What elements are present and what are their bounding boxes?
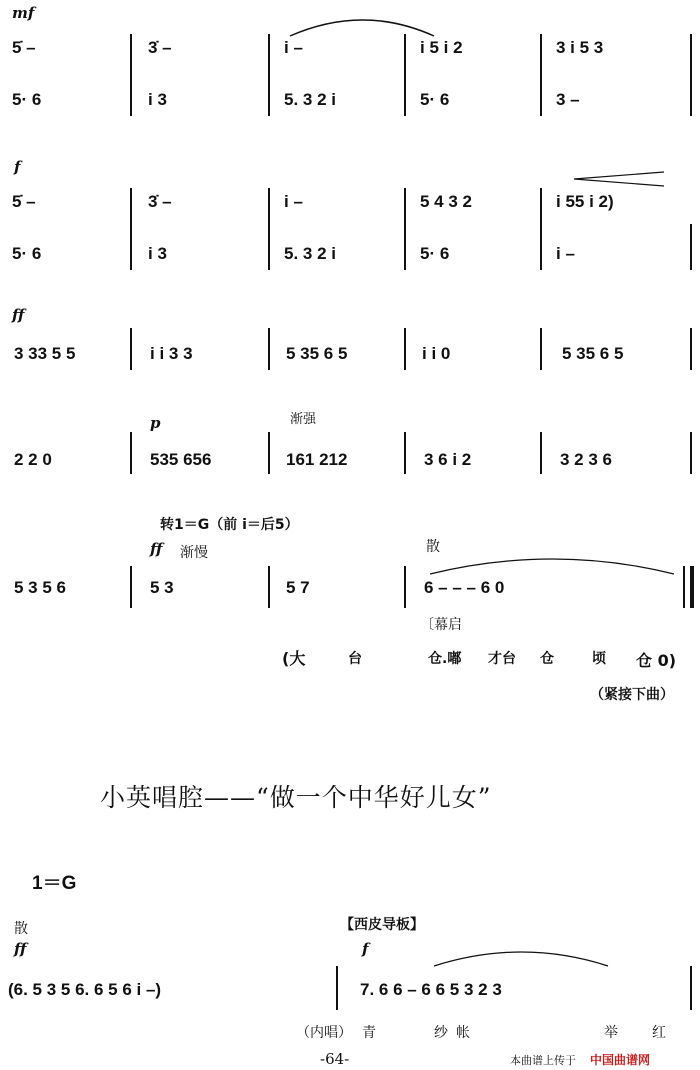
- measure: 5 3: [150, 578, 174, 597]
- dynamic-p: p: [150, 414, 161, 432]
- measure: 3 2 3 6: [560, 450, 612, 469]
- dynamic-f: f: [14, 158, 21, 176]
- dynamic-f: f: [362, 940, 369, 958]
- banshi-marking: 【西皮导板】: [340, 917, 424, 933]
- key-signature: 1＝G: [32, 873, 77, 894]
- measure: i 3: [148, 90, 167, 109]
- measure: 2 2 0: [14, 450, 52, 469]
- lyric: 青: [362, 1025, 376, 1041]
- dynamic-ff: ff: [12, 306, 25, 324]
- footer-text: 本曲谱上传于: [510, 1054, 576, 1067]
- tempo-marking: 渐慢: [180, 545, 208, 561]
- measure: i –: [284, 38, 303, 57]
- melody-phrase: 7. 6 6 – 6 6 5 3 2 3: [360, 980, 502, 999]
- dynamic-mf: mf: [12, 4, 35, 22]
- measure: 3̇ –: [148, 192, 172, 211]
- measure: 5· 6: [12, 244, 42, 263]
- tempo-marking: 渐强: [290, 412, 317, 427]
- measure: i i 3 3: [150, 344, 193, 363]
- modulation-marking: 转1＝G（前 i＝后5）: [160, 517, 299, 533]
- measure: 3̇ –: [148, 38, 172, 57]
- measure: 5 3 5 6: [14, 578, 66, 597]
- continuation-note: （紧接下曲）: [590, 687, 674, 703]
- intro-phrase: (6. 5 3 5 6. 6 5 6 i –): [8, 980, 162, 999]
- measure: 5 35 6 5: [562, 344, 624, 363]
- free-tempo-marking: 散: [14, 921, 28, 937]
- page-number: -64-: [320, 1050, 350, 1068]
- measure: i i 0: [422, 344, 451, 363]
- measure: i 5 i 2: [420, 38, 463, 57]
- measure: 5. 3 2 i: [284, 244, 336, 263]
- measure: 3 i 5 3: [556, 38, 604, 57]
- lyrics-prefix: （内唱）: [296, 1025, 352, 1041]
- percussion-word: 仓 0): [636, 651, 677, 670]
- site-logo[interactable]: 中国曲谱网: [590, 1053, 651, 1067]
- lyric: 举: [604, 1025, 618, 1041]
- measure: 5· 6: [420, 90, 450, 109]
- percussion-word: 仓.嘟: [428, 651, 462, 667]
- measure: 5· 6: [12, 90, 42, 109]
- measure: i –: [284, 192, 303, 211]
- stage-cue: 〔幕启: [420, 617, 462, 633]
- measure: 5· 6: [420, 244, 450, 263]
- slur: [428, 552, 678, 576]
- percussion-word: (大: [282, 649, 306, 668]
- measure: 161 212: [286, 450, 348, 469]
- measure: 5 35 6 5: [286, 344, 348, 363]
- percussion-word: 台: [348, 651, 362, 667]
- dynamic-ff: ff: [150, 540, 163, 558]
- crescendo-hairpin: [572, 170, 667, 188]
- lyric: 红: [652, 1025, 666, 1041]
- measure: 5̇ –: [12, 38, 36, 57]
- measure: i –: [556, 244, 575, 263]
- measure: 5. 3 2 i: [284, 90, 336, 109]
- measure: i 3: [148, 244, 167, 263]
- dynamic-ff: ff: [14, 940, 27, 958]
- percussion-word: 顷: [592, 651, 606, 667]
- measure: 5̇ –: [12, 192, 36, 211]
- measure: 535 656: [150, 450, 212, 469]
- percussion-word: 仓: [540, 651, 554, 667]
- section-title: 小英唱腔——“做一个中华好儿女”: [100, 783, 492, 812]
- measure: 3 –: [556, 90, 580, 109]
- percussion-word: 才台: [488, 651, 516, 667]
- slur: [288, 10, 438, 40]
- measure: i 55 i 2): [556, 192, 614, 211]
- free-tempo-marking: 散: [426, 539, 440, 555]
- lyric: 纱帐: [434, 1025, 478, 1041]
- measure: 6 – – – 6 0: [424, 578, 505, 597]
- measure: 3 6 i 2: [424, 450, 472, 469]
- measure: 5 7: [286, 578, 310, 597]
- slur: [432, 944, 612, 968]
- measure: 5 4 3 2: [420, 192, 472, 211]
- measure: 3 33 5 5: [14, 344, 76, 363]
